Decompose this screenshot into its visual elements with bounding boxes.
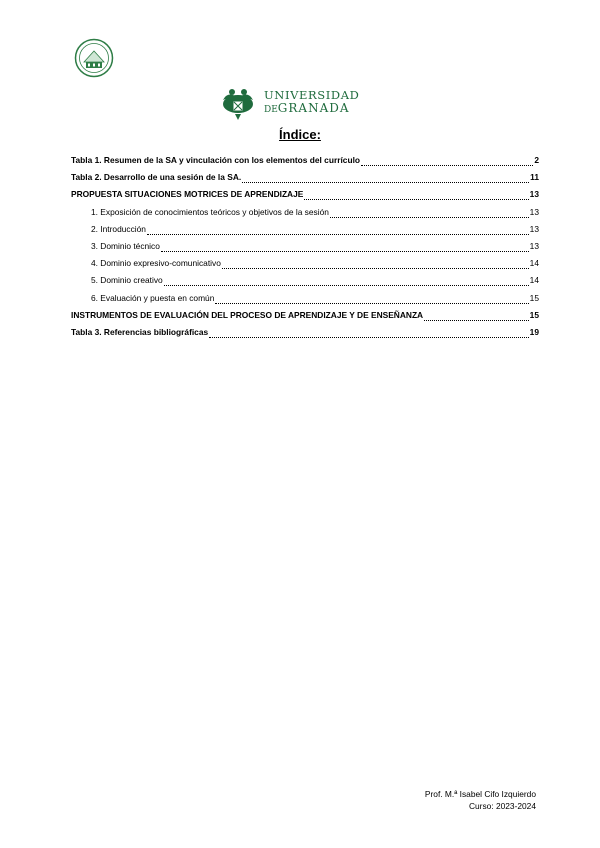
toc-entry-page: 15: [529, 309, 539, 320]
toc-dot-leader: [242, 182, 529, 183]
toc-entry-page: 15: [529, 292, 539, 303]
toc-entry-page: 11: [530, 172, 539, 183]
toc-entry-page: 13: [529, 223, 539, 234]
toc-dot-leader: [424, 320, 529, 321]
toc-dot-leader: [330, 217, 529, 218]
toc-entry-label: INSTRUMENTOS DE EVALUACIÓN DEL PROCESO DE APRENDIZAJE Y DE ENSEÑANZA: [71, 309, 424, 320]
toc-entry-label: Tabla 3. Referencias bibliográficas: [71, 326, 209, 337]
toc-entry[interactable]: [71, 155, 539, 172]
toc-entry[interactable]: [71, 241, 539, 258]
toc-entry-label: 4. Dominio expresivo-comunicativo: [91, 258, 221, 269]
toc-entry-label: Tabla 2. Desarrollo de una sesión de la SA.: [71, 172, 242, 183]
university-shield-icon: [218, 84, 258, 122]
toc-entry[interactable]: [71, 172, 539, 189]
toc-entry-label: 2. Introducción: [91, 223, 146, 234]
footer-course: Curso: 2023-2024: [468, 801, 536, 811]
toc-dot-leader: [304, 199, 528, 200]
university-logo: [218, 84, 363, 122]
toc-dot-leader: [147, 234, 529, 235]
toc-entry[interactable]: [71, 224, 539, 241]
toc-entry-label: PROPUESTA SITUACIONES MOTRICES DE APRENDIZAJE: [71, 189, 304, 200]
toc-entry-label: 5. Dominio creativo: [91, 275, 163, 286]
toc-entry[interactable]: [71, 327, 539, 344]
toc-entry[interactable]: [71, 275, 539, 292]
toc-entry-label: Tabla 1. Resumen de la SA y vinculación con los elementos del currículo: [71, 155, 361, 165]
toc-entry[interactable]: [71, 293, 539, 310]
toc-entry[interactable]: [71, 207, 539, 224]
toc-entry[interactable]: [71, 258, 539, 275]
toc-dot-leader: [161, 251, 529, 252]
toc-entry-label: 6. Evaluación y puesta en común: [91, 292, 215, 303]
toc-entry-page: 14: [529, 275, 539, 286]
faculty-seal-logo: [74, 38, 114, 78]
toc-entry-page: 14: [529, 258, 539, 269]
toc-dot-leader: [215, 303, 528, 304]
index-title: Índice:: [279, 127, 321, 142]
toc-dot-leader: [209, 337, 529, 338]
university-wordmark: UNIVERSIDAD DEGRANADA: [264, 88, 360, 115]
toc-entry-page: 13: [529, 206, 539, 217]
footer: [425, 788, 536, 812]
table-of-contents: [71, 155, 539, 344]
toc-entry-label: 1. Exposición de conocimientos teóricos y objetivos de la sesión: [91, 206, 329, 217]
footer-author: Prof. M.ª Isabel Cifo Izquierdo: [424, 789, 536, 799]
toc-entry-page: 19: [529, 326, 539, 337]
toc-dot-leader: [222, 268, 529, 269]
toc-entry[interactable]: [71, 310, 539, 327]
toc-entry-page: 13: [529, 240, 539, 251]
toc-entry[interactable]: [71, 189, 539, 206]
toc-dot-leader: [361, 165, 533, 166]
toc-dot-leader: [164, 285, 529, 286]
toc-entry-label: 3. Dominio técnico: [91, 240, 160, 251]
toc-entry-page: 13: [529, 189, 539, 200]
toc-entry-page: 2: [534, 155, 539, 165]
